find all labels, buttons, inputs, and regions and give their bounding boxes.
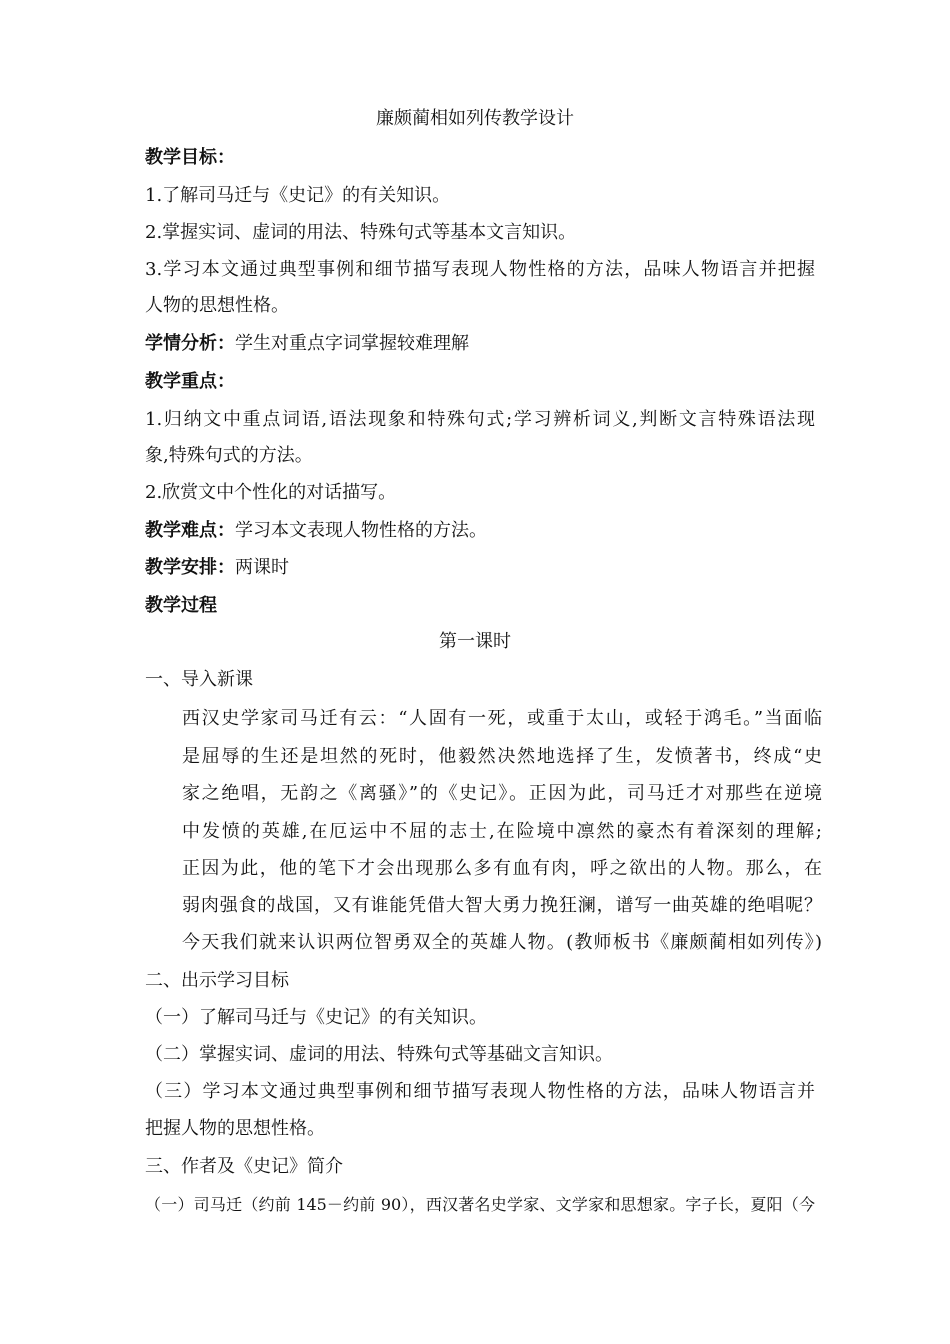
section3-heading: 三、作者及《史记》简介	[145, 1156, 343, 1177]
difficulty-heading: 教学难点：	[145, 520, 235, 541]
process-heading: 教学过程	[145, 595, 217, 616]
objectives-heading: 教学目标：	[145, 147, 235, 168]
schedule-row	[145, 556, 815, 580]
section1-paragraph-line: 西汉史学家司马迁有云：“人固有一死，或重于太山，或轻于鸿毛。”当面临	[182, 708, 822, 729]
objective-item-continued: 人物的思想性格。	[145, 295, 289, 316]
key-point-item: 1.归纳文中重点词语,语法现象和特殊句式;学习辨析词义,判断文言特殊语法现	[145, 409, 815, 430]
section1-heading: 一、导入新课	[145, 669, 253, 690]
section1-paragraph-line: 家之绝唱，无韵之《离骚》”的《史记》。正因为此，司马迁才对那些在逆境	[182, 783, 822, 804]
schedule-heading: 教学安排：	[145, 557, 235, 578]
schedule-text: 两课时	[235, 557, 289, 578]
section3-line: （一）司马迁（约前 145－约前 90），西汉著名史学家、文学家和思想家。字子长，夏阳（今	[145, 1195, 815, 1214]
section2-line: （二）掌握实词、虚词的用法、特殊句式等基础文言知识。	[145, 1044, 613, 1065]
difficulty-row	[145, 519, 815, 543]
difficulty-text: 学习本文表现人物性格的方法。	[235, 520, 487, 541]
key-point-item-continued: 象,特殊句式的方法。	[145, 445, 313, 466]
section1-paragraph-line: 正因为此，他的笔下才会出现那么多有血有肉，呼之欲出的人物。那么，在	[182, 858, 822, 879]
section1-paragraph-line: 今天我们就来认识两位智勇双全的英雄人物。(教师板书《廉颇蔺相如列传》)	[182, 932, 822, 953]
objective-item: 3.学习本文通过典型事例和细节描写表现人物性格的方法，品味人物语言并把握	[145, 259, 815, 280]
key-point-item: 2.欣赏文中个性化的对话描写。	[145, 482, 397, 503]
document-title: 廉颇蔺相如列传教学设计	[376, 108, 574, 129]
section2-line: （三）学习本文通过典型事例和细节描写表现人物性格的方法，品味人物语言并	[145, 1081, 815, 1102]
section1-paragraph-line: 中发愤的英雄,在厄运中不屈的志士,在险境中凛然的豪杰有着深刻的理解;	[182, 821, 822, 842]
analysis-text: 学生对重点字词掌握较难理解	[235, 333, 469, 354]
analysis-row	[145, 332, 815, 356]
analysis-heading: 学情分析：	[145, 333, 235, 354]
lesson-one-heading: 第一课时	[439, 631, 511, 652]
section2-heading: 二、出示学习目标	[145, 970, 289, 991]
objective-item: 2.掌握实词、虚词的用法、特殊句式等基本文言知识。	[145, 222, 577, 243]
objective-item: 1.了解司马迁与《史记》的有关知识。	[145, 185, 451, 206]
section1-paragraph-line: 弱肉强食的战国，又有谁能凭借大智大勇力挽狂澜，谱写一曲英雄的绝唱呢？	[182, 895, 822, 916]
section2-line-continued: 把握人物的思想性格。	[145, 1118, 325, 1139]
key-points-heading: 教学重点：	[145, 371, 235, 392]
section2-line: （一）了解司马迁与《史记》的有关知识。	[145, 1007, 487, 1028]
section1-paragraph-line: 是屈辱的生还是坦然的死时，他毅然决然地选择了生，发愤著书，终成“史	[182, 746, 822, 767]
